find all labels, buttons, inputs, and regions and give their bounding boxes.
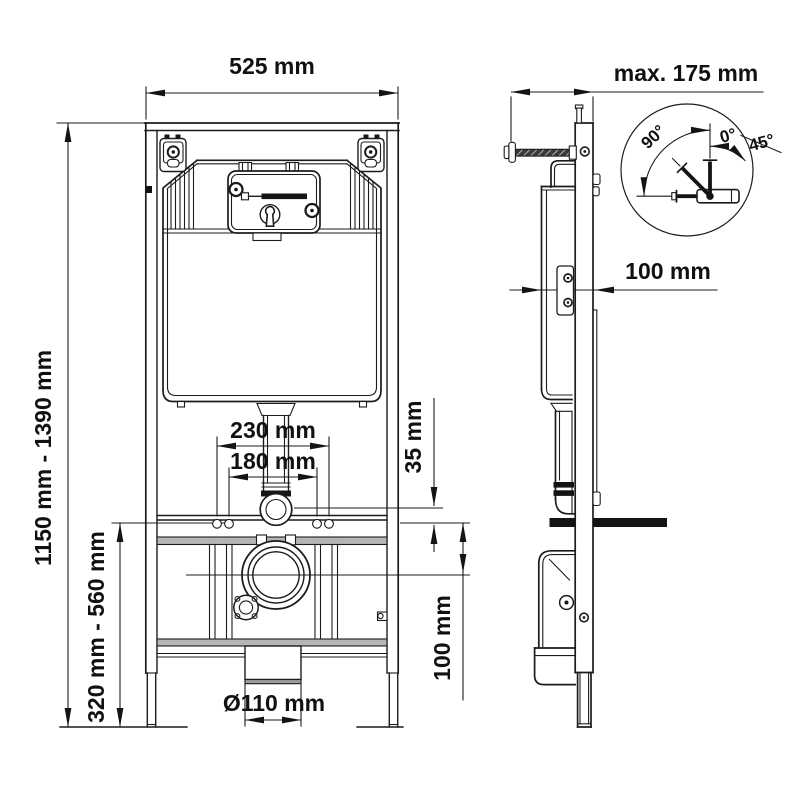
angle-label-45: 45° bbox=[746, 130, 777, 156]
side-foot bbox=[575, 673, 593, 728]
dimension-width-525 bbox=[146, 53, 398, 119]
side-view bbox=[504, 60, 781, 727]
pan-fixing-hole bbox=[213, 519, 222, 528]
dim-label-height-range: 1150 mm - 1390 mm bbox=[30, 349, 56, 567]
dim-label-max175: max. 175 mm bbox=[613, 60, 759, 86]
dim-label-35: 35 mm bbox=[400, 400, 426, 474]
bolt-icon bbox=[172, 150, 175, 153]
angle-label-0: 0° bbox=[717, 124, 739, 147]
drain-bend bbox=[535, 551, 589, 685]
pan-fixing-hole bbox=[325, 519, 334, 528]
side-flush-pipe bbox=[554, 411, 576, 514]
dimension-drain-diameter bbox=[223, 684, 325, 726]
wall-bracket-left bbox=[160, 135, 186, 172]
angle-label-90: 90° bbox=[637, 121, 670, 153]
bottom-bars bbox=[157, 639, 387, 684]
dim-label-180: 180 mm bbox=[230, 448, 316, 474]
brand-mark bbox=[146, 186, 152, 193]
drain-stub bbox=[245, 646, 301, 680]
cistern-side-profile bbox=[542, 161, 576, 411]
pan-fixing-hole bbox=[225, 519, 234, 528]
dim-label-diameter: Ø110 mm bbox=[222, 690, 326, 716]
drain-socket bbox=[234, 535, 310, 620]
dimension-flush-35 bbox=[294, 398, 470, 552]
pan-fixing-hole bbox=[313, 519, 322, 528]
wall-anchor-rod bbox=[504, 142, 576, 162]
dim-label-230: 230 mm bbox=[230, 417, 316, 443]
adjust-rod bbox=[262, 194, 308, 200]
top-pin bbox=[577, 108, 582, 123]
dim-label-width: 525 mm bbox=[229, 53, 315, 79]
side-plate bbox=[575, 105, 600, 673]
angle-detail-circle bbox=[621, 104, 781, 236]
adjust-screw-head bbox=[242, 193, 249, 200]
wall-bracket-right bbox=[358, 135, 384, 172]
flush-elbow bbox=[260, 494, 292, 526]
dim-label-lower-range: 320 mm - 560 mm bbox=[83, 531, 109, 723]
access-panel bbox=[228, 163, 320, 241]
front-view bbox=[30, 53, 470, 727]
dimension-lower-range bbox=[83, 523, 233, 727]
support-bracket bbox=[550, 518, 668, 527]
dim-label-drop-100: 100 mm bbox=[429, 595, 455, 681]
arc-45deg bbox=[710, 146, 745, 161]
side-outlet bbox=[234, 595, 258, 619]
dim-label-plate-100: 100 mm bbox=[625, 258, 711, 284]
